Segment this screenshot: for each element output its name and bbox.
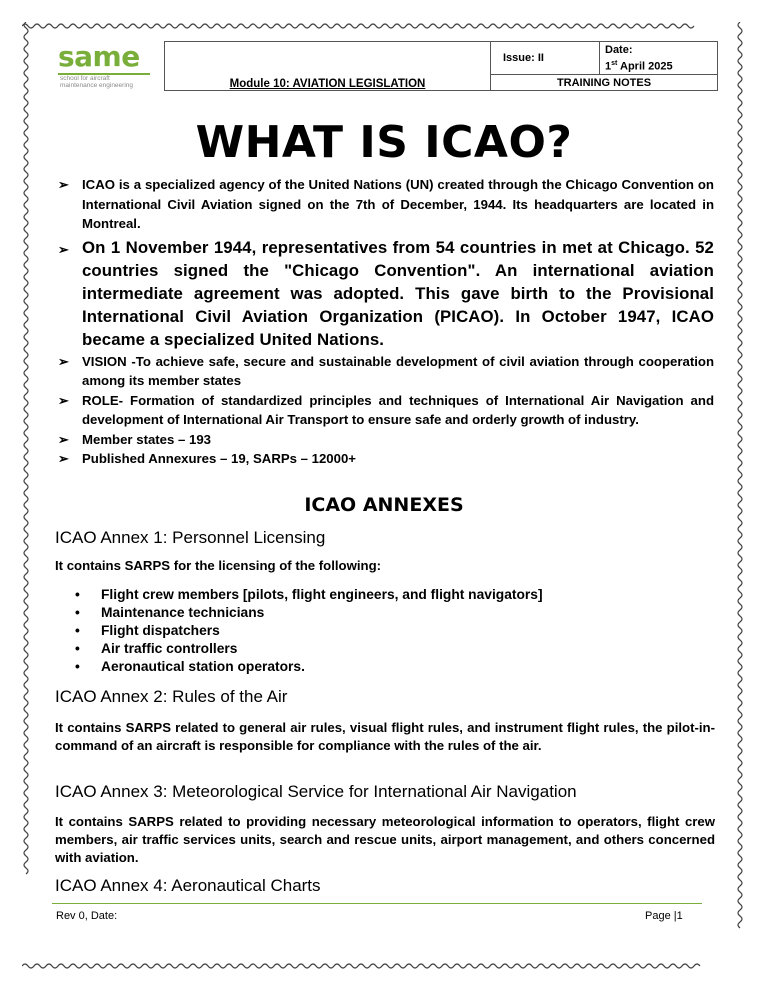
date-label: Date: bbox=[605, 43, 633, 56]
bullet-text: ROLE- Formation of standardized principles and techniques of International Air Navigation and development of International Air Transport to ensure safe and orderly growth of industry. bbox=[82, 392, 714, 427]
annex-4-heading: ICAO Annex 4: Aeronautical Charts bbox=[55, 876, 321, 895]
arrow-bullet-icon: ➢ bbox=[58, 431, 70, 447]
module-title: Module 10: AVIATION LEGISLATION bbox=[165, 42, 491, 91]
list-item bbox=[58, 236, 714, 351]
list-item bbox=[70, 658, 543, 676]
logo-tagline-2: maintenance engineering bbox=[60, 82, 133, 89]
date-suffix: st bbox=[611, 59, 618, 67]
bullet-dot-icon: • bbox=[75, 659, 80, 674]
footer-divider bbox=[52, 903, 702, 904]
annex-1-intro: It contains SARPS for the licensing of the following: bbox=[55, 558, 382, 573]
arrow-bullet-icon: ➢ bbox=[58, 177, 70, 192]
logo-cell bbox=[52, 42, 165, 91]
bullet-dot-icon: • bbox=[75, 605, 80, 620]
same-logo bbox=[52, 42, 152, 90]
list-item-text: Flight dispatchers bbox=[101, 623, 220, 638]
annex-1-heading: ICAO Annex 1: Personnel Licensing bbox=[55, 528, 326, 547]
issue-label: Issue: II bbox=[491, 42, 600, 75]
annex-2-text: It contains SARPS related to general air rules, visual flight rules, and instrument flight rules, the pilot-in-command of an aircraft is responsible for compliance with the rules of the air. bbox=[55, 720, 715, 753]
list-item bbox=[58, 352, 714, 391]
page-title: WHAT IS ICAO? bbox=[195, 117, 573, 168]
list-item bbox=[58, 449, 714, 469]
list-item-text: Maintenance technicians bbox=[101, 605, 265, 620]
list-item bbox=[58, 391, 714, 430]
section-title: ICAO ANNEXES bbox=[304, 494, 464, 516]
arrow-bullet-icon: ➢ bbox=[58, 392, 70, 408]
annex-3-heading: ICAO Annex 3: Meteorological Service for International Air Navigation bbox=[55, 782, 577, 801]
arrow-bullet-icon: ➢ bbox=[58, 241, 69, 257]
annex-2-heading: ICAO Annex 2: Rules of the Air bbox=[55, 687, 288, 706]
list-item bbox=[58, 430, 714, 450]
list-item bbox=[58, 175, 714, 234]
bullet-text: Published Annexures – 19, SARPs – 12000+ bbox=[82, 451, 357, 466]
page-border-bottom bbox=[22, 962, 746, 970]
list-item bbox=[70, 640, 543, 658]
training-notes-label: TRAINING NOTES bbox=[491, 75, 718, 91]
bullet-text: ICAO is a specialized agency of the United Nations (UN) created through the Chicago Convention on International Civil Aviation signed on the 7th of December, 1944. Its headquarters are located in Montreal. bbox=[82, 177, 714, 231]
bullet-dot-icon: • bbox=[75, 641, 80, 656]
icao-bullet-list bbox=[58, 175, 714, 469]
list-item-text: Aeronautical station operators. bbox=[101, 659, 305, 674]
date-rest: April 2025 bbox=[617, 60, 673, 73]
footer-revision: Rev 0, Date: bbox=[56, 910, 118, 922]
bullet-text: VISION -To achieve safe, secure and sustainable development of civil aviation through cooperation among its member states bbox=[82, 353, 714, 388]
list-item bbox=[70, 586, 543, 604]
list-item bbox=[70, 604, 543, 622]
annex-3-text: It contains SARPS related to providing necessary meteorological information to operators, flight crew members, air traffic services units, search and rescue units, airport management, and others concerned with aviation. bbox=[55, 814, 715, 865]
list-item bbox=[70, 622, 543, 640]
arrow-bullet-icon: ➢ bbox=[58, 353, 70, 369]
list-item-text: Air traffic controllers bbox=[101, 641, 238, 656]
page-border-top bbox=[22, 22, 746, 30]
annex-1-list bbox=[70, 586, 543, 676]
bullet-dot-icon: • bbox=[75, 623, 80, 638]
bullet-text: On 1 November 1944, representatives from 54 countries in met at Chicago. 52 countries signed the "Chicago Convention". An international aviation intermediate agreement was adopted. This gave birth to the Provisional International Civil Aviation Organization (PICAO). In October 1947, ICAO became a specialized United Nations. bbox=[82, 237, 714, 349]
logo-tagline-1: school for aircraft bbox=[60, 75, 110, 82]
document-header bbox=[52, 41, 718, 91]
footer-page-number: Page |1 bbox=[645, 910, 683, 922]
logo-wordmark: same bbox=[58, 40, 140, 73]
date-cell bbox=[600, 42, 718, 75]
list-item-text: Flight crew members [pilots, flight engineers, and flight navigators] bbox=[101, 587, 543, 602]
arrow-bullet-icon: ➢ bbox=[58, 451, 70, 466]
bullet-dot-icon: • bbox=[75, 587, 80, 602]
date-value bbox=[605, 57, 717, 74]
bullet-text: Member states – 193 bbox=[82, 431, 212, 447]
date-day: 1 bbox=[605, 60, 612, 73]
